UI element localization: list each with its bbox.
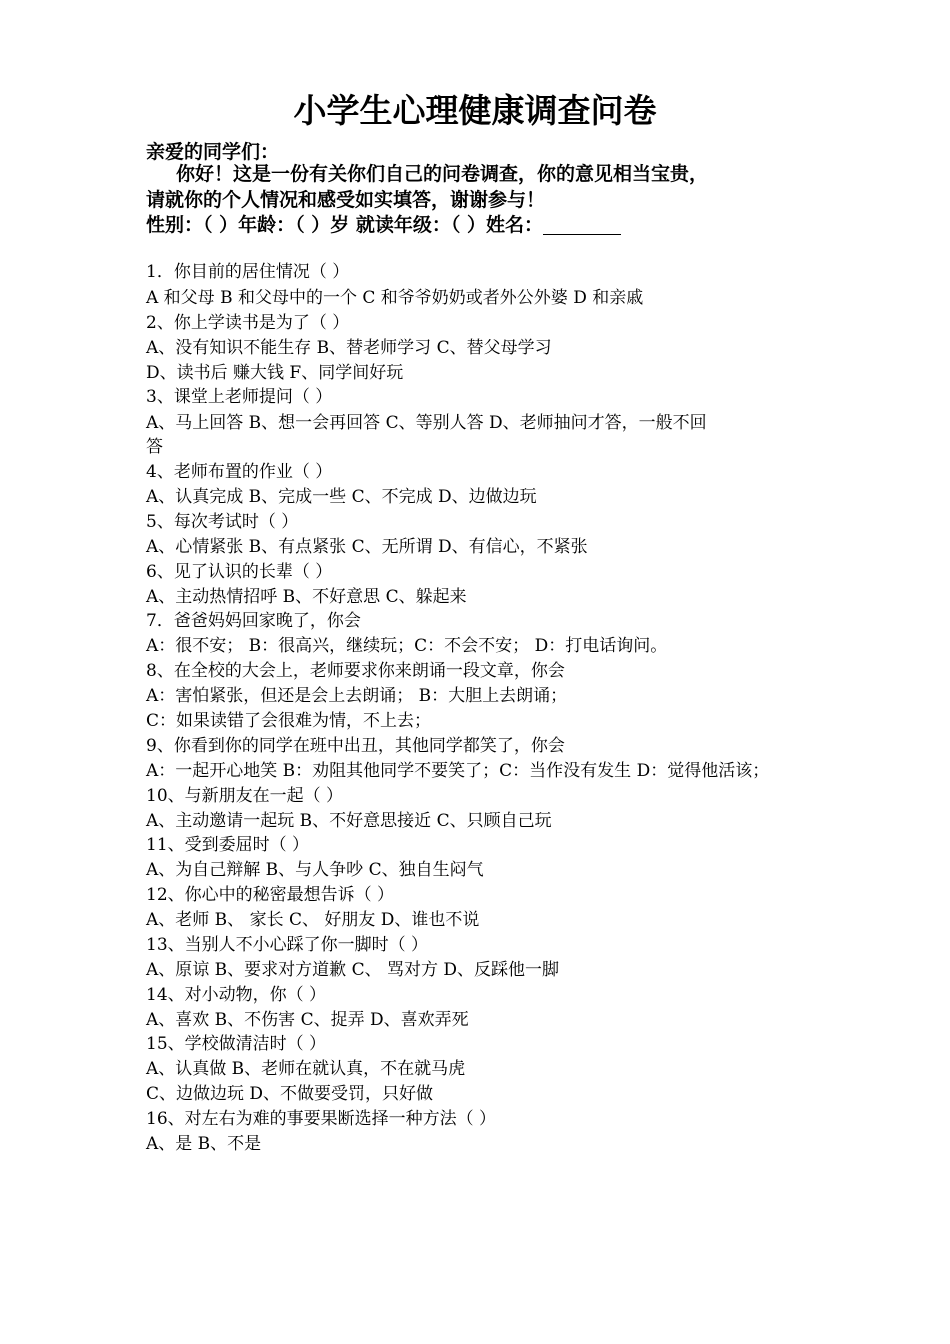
question-line: 12、你心中的秘密最想告诉（ ）: [146, 885, 395, 905]
question-line: 7．爸爸妈妈回家晚了，你会: [146, 611, 361, 631]
question-line: 15、学校做清洁时（ ）: [146, 1034, 327, 1054]
question-line: 14、对小动物，你（ ）: [146, 985, 327, 1005]
option-line: A、原谅 B、要求对方道歉 C、 骂对方 D、反踩他一脚: [146, 960, 560, 980]
option-line: A、为自己辩解 B、与人争吵 C、独自生闷气: [146, 860, 484, 880]
question-line: 16、对左右为难的事要果断选择一种方法（ ）: [146, 1109, 497, 1129]
question-line: 9、你看到你的同学在班中出丑，其他同学都笑了，你会: [146, 736, 565, 756]
option-line: A、老师 B、 家长 C、 好朋友 D、谁也不说: [146, 910, 480, 930]
option-line: A、主动热情招呼 B、不好意思 C、躲起来: [146, 587, 467, 607]
page-title: 小学生心理健康调查问卷: [293, 91, 657, 130]
option-line: A、认真做 B、老师在就认真，不在就马虎: [146, 1059, 466, 1079]
option-line: C、边做边玩 D、不做要受罚，只好做: [146, 1084, 434, 1104]
question-line: 3、课堂上老师提问（ ）: [146, 387, 333, 407]
option-line: A 和父母 B 和父母中的一个 C 和爷爷奶奶或者外公外婆 D 和亲戚: [146, 288, 644, 308]
question-line: 10、与新朋友在一起（ ）: [146, 786, 344, 806]
intro-line-1: 你好！这是一份有关你们自己的问卷调查，你的意见相当宝贵，: [176, 163, 709, 185]
option-line: A、认真完成 B、完成一些 C、不完成 D、边做边玩: [146, 487, 537, 507]
greeting: 亲爱的同学们：: [146, 141, 280, 163]
question-line: 8、在全校的大会上，老师要求你来朗诵一段文章，你会: [146, 661, 565, 681]
option-line: A、主动邀请一起玩 B、不好意思接近 C、只顾自己玩: [146, 811, 552, 831]
option-line: A、马上回答 B、想一会再回答 C、等别人答 D、老师抽问才答，一般不回: [146, 413, 707, 433]
personal-info-label: 性别：（ ）年龄：（ ）岁 就读年级：（ ）姓名：: [146, 214, 543, 236]
option-line: A、没有知识不能生存 B、替老师学习 C、替父母学习: [146, 338, 552, 358]
option-line: C：如果读错了会很难为情，不上去；: [146, 711, 432, 731]
question-line: 5、每次考试时（ ）: [146, 512, 299, 532]
question-line: 6、见了认识的长辈（ ）: [146, 562, 333, 582]
personal-info-line: [146, 212, 621, 238]
question-line: 1．你目前的居住情况（ ）: [146, 262, 350, 282]
option-line: D、读书后 赚大钱 F、同学间好玩: [146, 363, 404, 383]
option-line: A：害怕紧张，但还是会上去朗诵； B：大胆上去朗诵；: [146, 686, 568, 706]
option-line: A：很不安； B：很高兴，继续玩；C：不会不安； D：打电话询问。: [146, 636, 668, 656]
intro-line-2: 请就你的个人情况和感受如实填答，谢谢参与！: [146, 189, 546, 211]
question-line: 2、你上学读书是为了（ ）: [146, 313, 350, 333]
option-line: 答: [146, 437, 163, 457]
question-line: 4、老师布置的作业（ ）: [146, 462, 333, 482]
option-line: A、喜欢 B、不伤害 C、捉弄 D、喜欢弄死: [146, 1010, 469, 1030]
option-line: A、心情紧张 B、有点紧张 C、无所谓 D、有信心，不紧张: [146, 537, 588, 557]
name-blank[interactable]: [543, 214, 621, 235]
question-line: 11、受到委屈时（ ）: [146, 835, 310, 855]
option-line: A、是 B、不是: [146, 1134, 262, 1154]
question-line: 13、当别人不小心踩了你一脚时（ ）: [146, 935, 429, 955]
option-line: A：一起开心地笑 B：劝阻其他同学不要笑了；C：当作没有发生 D：觉得他活该；: [146, 761, 770, 781]
